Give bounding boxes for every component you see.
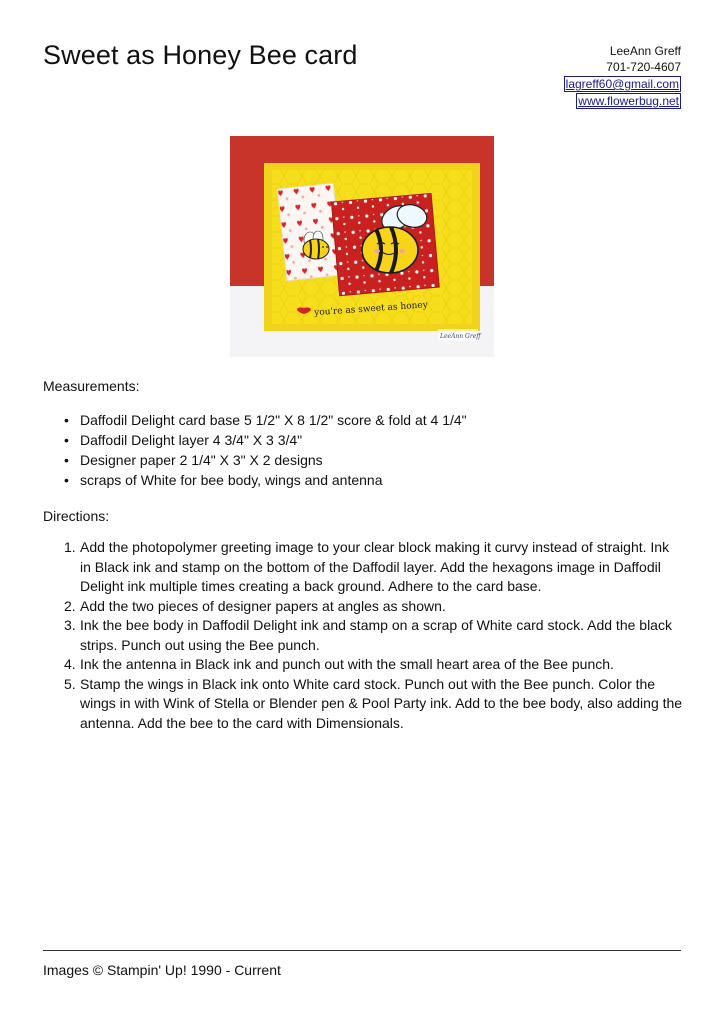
list-item: • scraps of White for bee body, wings and antenna [43,470,467,490]
email-link[interactable]: lagreff60@gmail.com [565,77,679,91]
list-item [43,655,683,675]
website-link[interactable]: www.flowerbug.net [578,94,679,108]
list-item [43,538,683,597]
phone-number: 701-720-4607 [606,60,681,74]
step-number: 2. [64,597,76,614]
list-item: • Daffodil Delight card base 5 1/2" X 8 1/2" score & fold at 4 1/4" [43,410,467,430]
copyright-footer: Images © Stampin' Up! 1990 - Current [43,962,281,978]
step-number: 3. [64,617,76,633]
list-item: • Designer paper 2 1/4" X 3" X 2 designs [43,450,467,470]
step-text: Stamp the wings in Black ink onto White card stock. Punch out with the Bee punch. Color the wings in with Wink of Stella or Blender pen & Pool Party ink. Add to the bee body, also adding the antenna. Add the bee to the card with Dimensionals. [80,675,683,731]
list-item [43,675,683,734]
list-item [43,597,683,617]
contact-block [564,43,681,109]
footer-divider [43,950,681,951]
measurements-heading: Measurements: [43,378,140,394]
step-number: 1. [64,539,76,555]
step-text: Ink the bee body in Daffodil Delight ink and stamp on a scrap of White card stock. Add the black strips. Punch out using the Bee punch. [80,617,672,653]
page-title: Sweet as Honey Bee card [43,40,358,70]
directions-heading: Directions: [43,508,110,524]
measurements-list [43,410,467,490]
list-item [43,616,683,655]
step-text: Ink the antenna in Black ink and punch out with the small heart area of the Bee punch. [80,656,614,672]
card-photo-illustration [230,136,494,357]
signature-watermark: LeeAnn Greff [440,333,481,340]
step-text: Add the two pieces of designer papers at angles as shown. [80,597,446,614]
step-text: Add the photopolymer greeting image to your clear block making it curvy instead of straight. Ink in Black ink and stamp on the bottom of the Daffodil layer. Add the hexagons image in Daffodil Delight ink multiple times creating a back ground. Adhere to the card base. [80,539,670,594]
card-photo [230,136,494,357]
step-number: 5. [64,675,76,692]
step-number: 4. [64,656,76,672]
directions-list [43,538,683,733]
card-greeting: you're as sweet as honey [313,300,429,319]
list-item: • Daffodil Delight layer 4 3/4" X 3 3/4" [43,430,467,450]
author-name: LeeAnn Greff [609,44,681,58]
